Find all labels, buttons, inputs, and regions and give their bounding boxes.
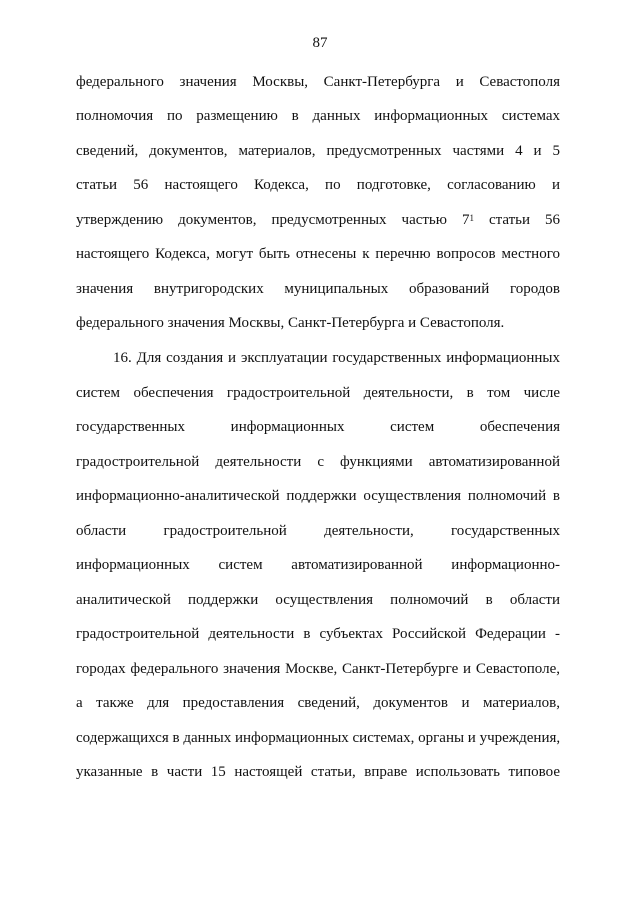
page-number: 87	[312, 35, 328, 51]
line-text-after: статьи 56	[473, 212, 560, 228]
text-line: статьи 56 настоящего Кодекса, по подготовке, согласованию и	[76, 177, 560, 193]
text-line: а также для предоставления сведений, документов и материалов,	[76, 695, 560, 711]
text-line: указанные в части 15 настоящей статьи, вправе использовать типовое	[76, 764, 560, 780]
text-line: информационно-аналитической поддержки осуществления полномочий в	[76, 488, 560, 504]
text-line: градостроительной деятельности в субъектах Российской Федерации -	[76, 626, 560, 642]
superscript: 1	[469, 213, 474, 223]
line-text-before: утверждению документов, предусмотренных частью 7	[76, 212, 470, 228]
paragraph-start-line: 16. Для создания и эксплуатации государственных информационных	[113, 350, 560, 366]
text-line: государственных информационных систем обеспечения	[76, 419, 560, 435]
text-line: значения внутригородских муниципальных образований городов	[76, 281, 560, 297]
text-line: содержащихся в данных информационных системах, органы и учреждения,	[76, 730, 560, 746]
text-line: городах федерального значения Москве, Санкт-Петербурге и Севастополе,	[76, 661, 560, 677]
text-line: настоящего Кодекса, могут быть отнесены к перечню вопросов местного	[76, 246, 560, 262]
text-line: градостроительной деятельности с функциями автоматизированной	[76, 454, 560, 470]
text-line: федерального значения Москвы, Санкт-Петербурга и Севастополя.	[76, 315, 505, 331]
text-line: области градостроительной деятельности, государственных	[76, 523, 560, 539]
text-line: федерального значения Москвы, Санкт-Петербурга и Севастополя	[76, 74, 560, 90]
text-line	[76, 211, 560, 229]
text-line: аналитической поддержки осуществления полномочий в области	[76, 592, 560, 608]
text-line: сведений, документов, материалов, предусмотренных частями 4 и 5	[76, 143, 560, 159]
text-line: систем обеспечения градостроительной деятельности, в том числе	[76, 385, 560, 401]
text-line: информационных систем автоматизированной информационно-	[76, 557, 560, 573]
text-line: полномочия по размещению в данных информационных системах	[76, 108, 560, 124]
